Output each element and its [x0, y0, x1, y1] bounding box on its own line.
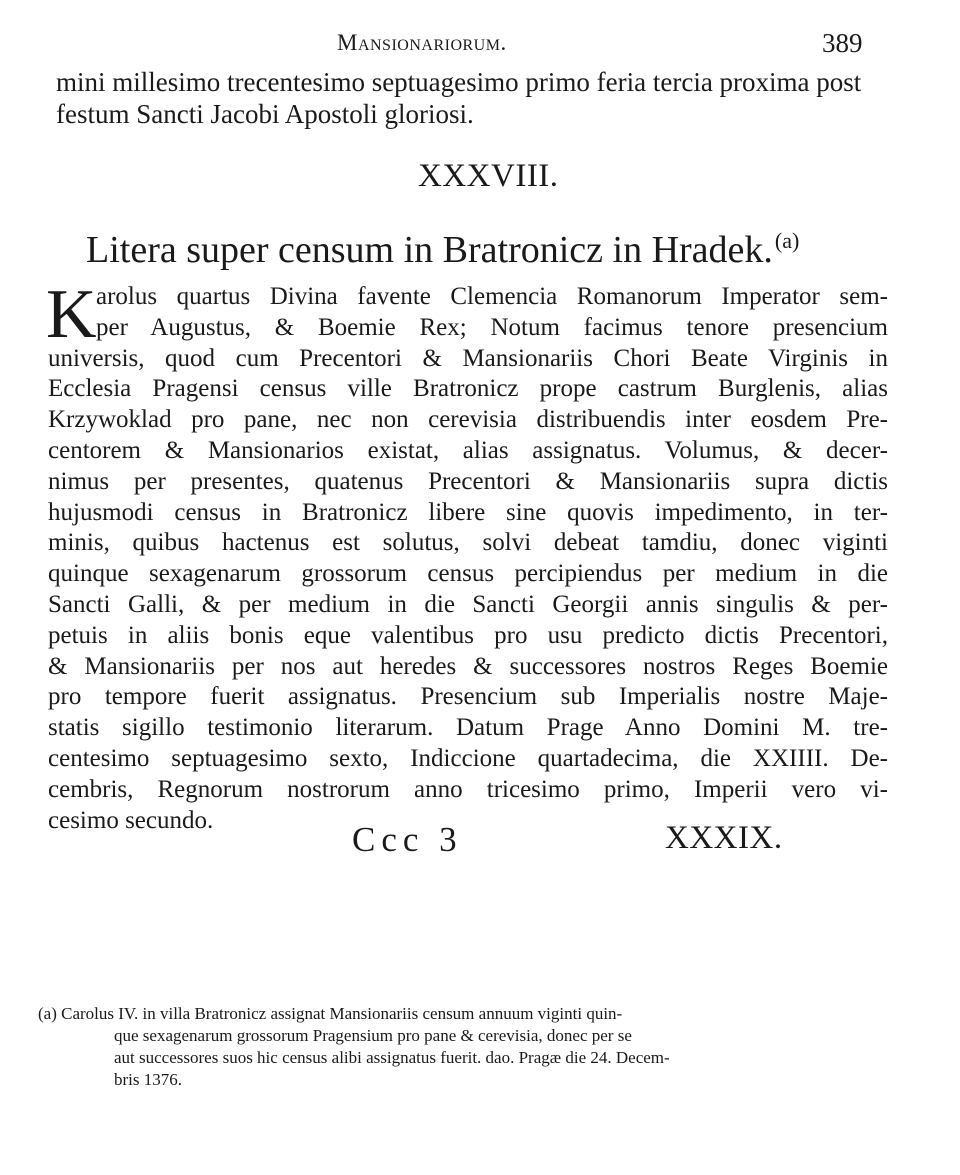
text-line: Sancti Galli, & per medium in die Sancti Georgii annis singulis & per- [48, 590, 888, 618]
dropcap: K [46, 276, 97, 353]
footnote-line: bris 1376. [114, 1070, 182, 1089]
text-line: per Augustus, & Boemie Rex; Notum facimus tenore presencium [96, 313, 888, 341]
text-line: statis sigillo testimonio literarum. Datum Prage Anno Domini M. tre- [48, 714, 888, 742]
running-head [0, 30, 960, 64]
running-title: Mansionariorum. [337, 30, 507, 55]
carry-over-text [56, 66, 876, 130]
text-line: cesimo secundo. [48, 806, 214, 834]
text-line: nimus per presentes, quatenus Precentori & Mansionariis supra dictis [48, 467, 888, 495]
text-line: hujusmodi census in Bratronicz libere sine quovis impedimento, in ter- [48, 498, 888, 526]
text-line: petuis in aliis bonis eque valentibus pro usu predicto dictis Precentori, [48, 621, 888, 649]
carry-line: mini millesimo trecentesimo septuagesimo primo feria tercia proxima post [56, 67, 862, 97]
catchword: XXXIX. [665, 820, 783, 856]
footnote [38, 1003, 858, 1091]
page-number: 389 [822, 28, 863, 58]
text-line: arolus quartus Divina favente Clemencia Romanorum Imperator sem- [96, 283, 888, 310]
document-heading [86, 228, 799, 272]
text-line: & Mansionariis per nos aut heredes & successores nostros Reges Boemie [48, 652, 888, 680]
text-line: pro tempore fuerit assignatus. Presencium sub Imperialis nostre Maje- [48, 683, 888, 711]
document-heading-text: Litera super censum in Bratronicz in Hradek. [86, 229, 773, 271]
footnote-line [38, 1003, 858, 1025]
text-line: centesimo septuagesimo sexto, Indiccione quartadecima, die XXIIII. De- [48, 744, 888, 772]
text-line: quinque sexagenarum grossorum census percipiendus per medium in die [48, 560, 888, 588]
text-line: universis, quod cum Precentori & Mansionariis Chori Beate Virginis in [48, 344, 888, 372]
text-line: centorem & Mansionarios existat, alias assignatus. Volumus, & decer- [48, 436, 888, 464]
footnote-line: aut successores suos hic census alibi assignatus fuerit. dao. Pragæ die 24. Decem- [114, 1048, 670, 1067]
charter-text [46, 276, 888, 836]
text-line: Ecclesia Pragensi census ville Bratronicz prope castrum Burglenis, alias [48, 375, 888, 403]
text-line: minis, quibus hactenus est solutus, solvi debeat tamdiu, donec viginti [48, 529, 888, 557]
footnote-line: que sexagenarum grossorum Pragensium pro pane & cerevisia, donec per se [114, 1026, 632, 1045]
footnote-text: Carolus IV. in villa Bratronicz assignat Mansionariis censum annuum viginti quin- [61, 1004, 623, 1023]
carry-line: festum Sancti Jacobi Apostoli gloriosi. [56, 99, 474, 129]
text-line: cembris, Regnorum nostrorum anno tricesimo primo, Imperii vero vi- [48, 775, 888, 803]
text-line: Krzywoklad pro pane, nec non cerevisia distribuendis inter eosdem Pre- [48, 406, 888, 434]
footnote-mark: (a) [38, 1004, 57, 1023]
section-number: XXXVIII. [418, 158, 559, 194]
heading-footnote-mark: (a) [774, 228, 800, 253]
signature-mark: Ccc 3 [352, 820, 463, 859]
